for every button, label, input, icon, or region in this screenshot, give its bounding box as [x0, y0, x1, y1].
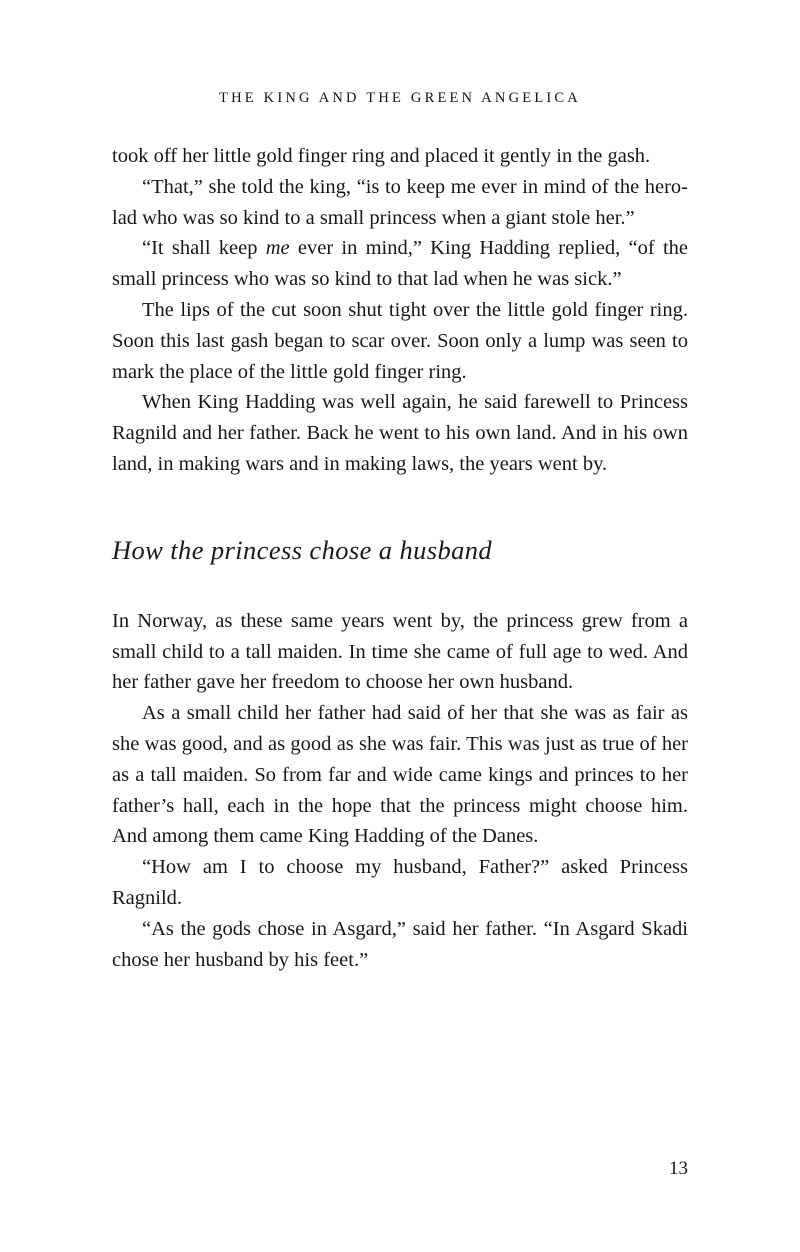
- paragraph: took off her little gold finger ring and placed it gently in the gash.: [112, 145, 651, 167]
- running-header: THE KING AND THE GREEN ANGELICA: [219, 90, 581, 106]
- paragraph-emphasis: me: [265, 237, 290, 260]
- paragraph-segment: “It shall keep: [142, 237, 266, 260]
- body-text-block: [112, 141, 688, 975]
- paragraph: “That,” she told the king, “is to keep me ever in mind of the hero-lad who was so kind to a small princess when a giant stole her.”: [112, 175, 688, 229]
- paragraph: “How am I to choose my husband, Father?” asked Princess Ragnild.: [112, 856, 688, 909]
- paragraph: As a small child her father had said of her that she was as fair as she was good, and as good as she was fair. This was just as true of her as a tall maiden. So from far and wide came kings and princes to her father’s hall, each in the hope that the princess might choose him. And among them came King Hadding of the Danes.: [112, 702, 688, 848]
- paragraph: “As the gods chose in Asgard,” said her father. “In Asgard Skadi chose her husband by his feet.”: [112, 917, 688, 971]
- paragraph: [112, 233, 688, 295]
- paragraph: The lips of the cut soon shut tight over the little gold finger ring. Soon this last gash began to scar over. Soon only a lump was seen to mark the place of the little gold finger ring.: [112, 298, 688, 383]
- paragraph-segment: ever in mind,” King Hadding replied, “of the small princess who was so kind to that lad when he was sick.”: [112, 237, 688, 291]
- section-heading: How the princess chose a husband: [112, 534, 493, 565]
- paragraph: In Norway, as these same years went by, the princess grew from a small child to a tall maiden. In time she came of full age to wed. And her father gave her freedom to choose her own husband.: [112, 609, 688, 694]
- page-number: 13: [669, 1158, 688, 1179]
- paragraph: When King Hadding was well again, he said farewell to Princess Ragnild and her father. Back he went to his own land. And in his own land, in making wars and in making laws, the years went by.: [112, 391, 688, 475]
